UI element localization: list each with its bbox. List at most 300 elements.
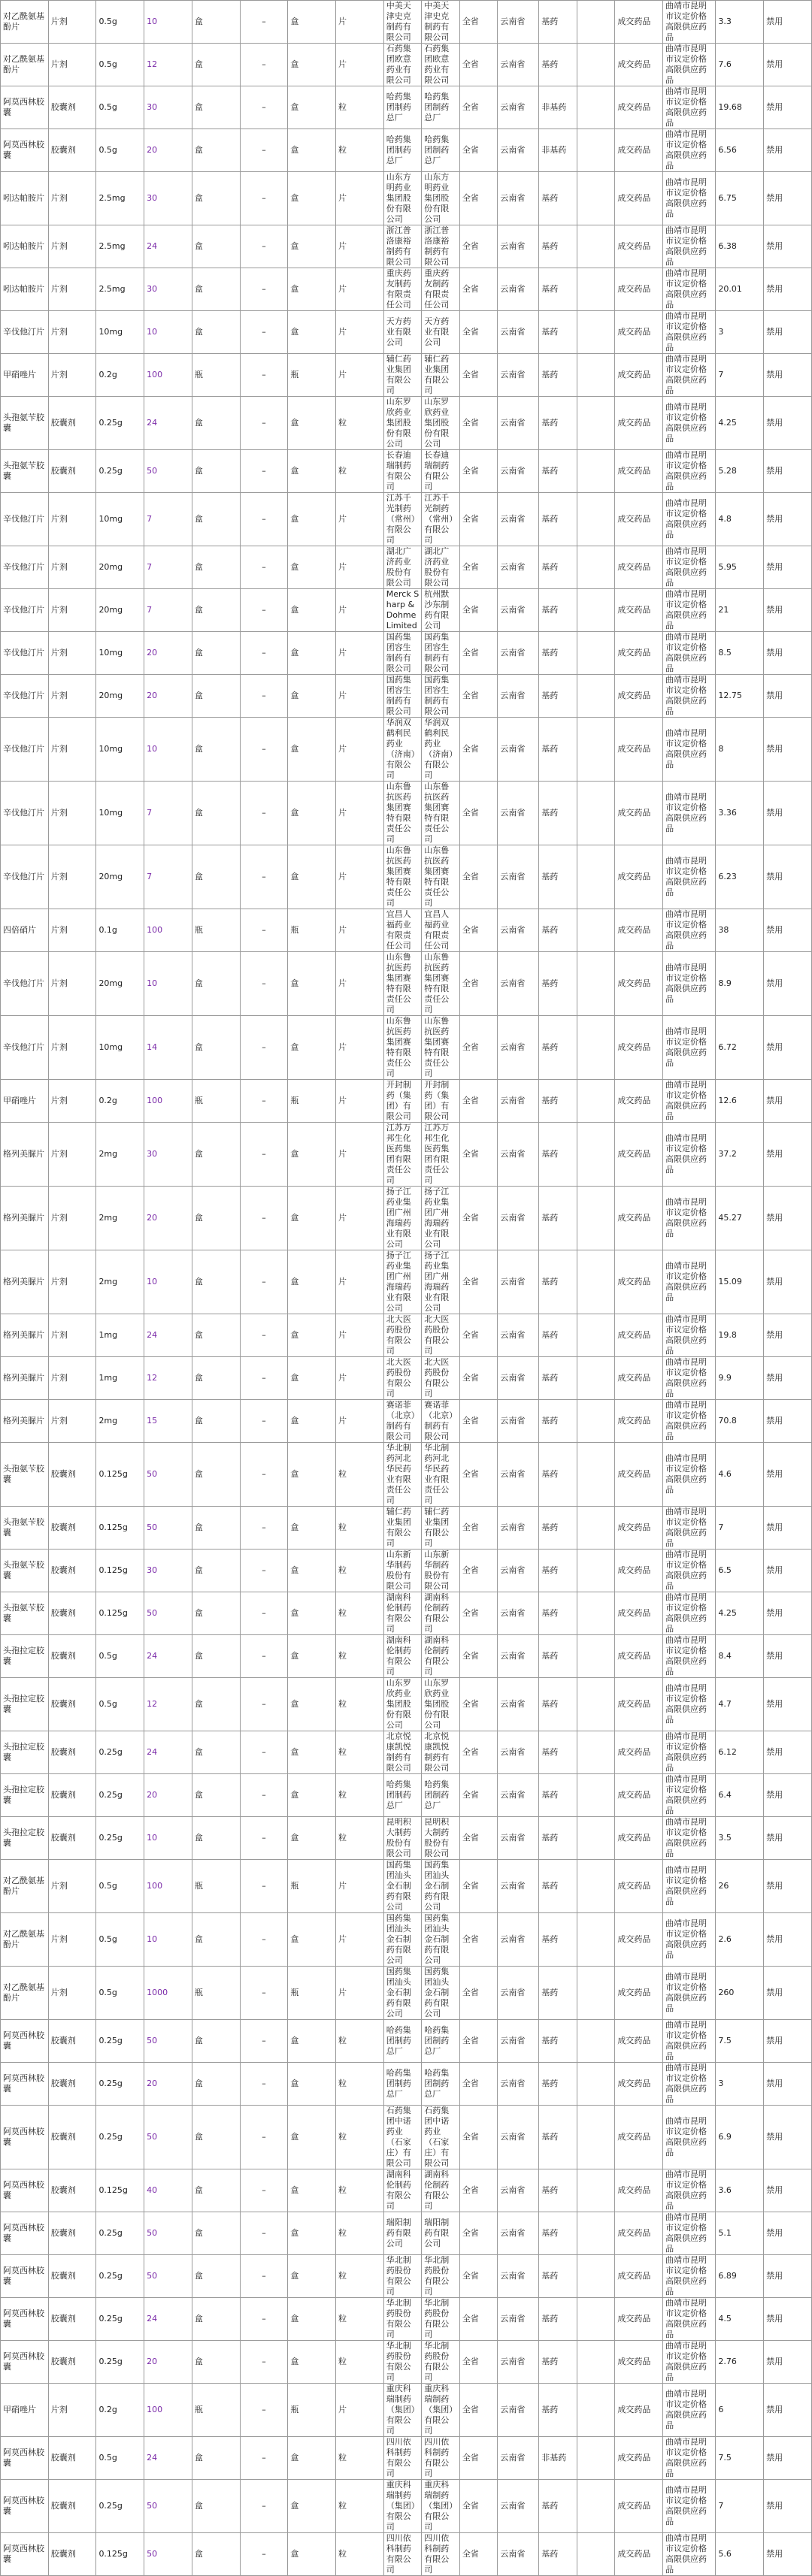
cell-dosage-form: 片剂 bbox=[48, 718, 96, 782]
cell-price: 2.76 bbox=[716, 2341, 764, 2384]
cell-price-region: 曲靖市昆明市议定价格高限供应药品 bbox=[663, 1635, 716, 1678]
cell-drug-name: 辛伐他汀片 bbox=[1, 632, 49, 675]
cell-province: 云南省 bbox=[498, 909, 539, 952]
cell-min-unit: 盒 bbox=[288, 2020, 336, 2063]
cell-marketing-holder: 哈药集团制药总厂 bbox=[422, 1774, 460, 1817]
cell-price-region: 曲靖市昆明市议定价格高限供应药品 bbox=[663, 782, 716, 845]
cell-unit: 粒 bbox=[336, 2169, 384, 2212]
cell-price: 4.25 bbox=[716, 397, 764, 450]
cell-scope: 全省 bbox=[459, 1967, 498, 2020]
cell-manufacturer: 山东鲁抗医药集团赛特有限责任公司 bbox=[383, 845, 422, 909]
cell-price-region: 曲靖市昆明市议定价格高限供应药品 bbox=[663, 1817, 716, 1860]
cell-strength: 0.1g bbox=[96, 909, 144, 952]
cell-dosage-form: 片剂 bbox=[48, 1187, 96, 1250]
cell-unit: 粒 bbox=[336, 2437, 384, 2480]
cell-province: 云南省 bbox=[498, 2341, 539, 2384]
cell-strength: 2mg bbox=[96, 1187, 144, 1250]
cell-drug-name: 四倍硝片 bbox=[1, 909, 49, 952]
cell-restriction: 禁用 bbox=[764, 1731, 812, 1774]
cell-restriction: 禁用 bbox=[764, 1635, 812, 1678]
cell-province: 云南省 bbox=[498, 1123, 539, 1187]
cell-min-unit: 盒 bbox=[288, 675, 336, 718]
cell-dosage-form: 片剂 bbox=[48, 1250, 96, 1314]
cell-drug-name: 头孢氨苄胶囊 bbox=[1, 397, 49, 450]
cell-manufacturer: 华润双鹤利民药业（济南）有限公司 bbox=[383, 718, 422, 782]
cell-strength: 10mg bbox=[96, 1016, 144, 1080]
cell-marketing-holder: 江苏千光制药（常州）有限公司 bbox=[422, 493, 460, 546]
cell-bid-status: 成交药品 bbox=[615, 2212, 663, 2255]
cell-province: 云南省 bbox=[498, 1731, 539, 1774]
cell-manufacturer: 国药集团容生制药有限公司 bbox=[383, 675, 422, 718]
table-row bbox=[1, 845, 812, 909]
cell-pack-qty: 100 bbox=[144, 909, 192, 952]
cell-scope: 全省 bbox=[459, 2106, 498, 2169]
cell-min-unit: 盒 bbox=[288, 311, 336, 354]
cell-pack-unit: 盒 bbox=[192, 44, 240, 86]
cell-dosage-form: 片剂 bbox=[48, 1080, 96, 1123]
cell-pack-qty: 24 bbox=[144, 225, 192, 268]
cell-restriction: 禁用 bbox=[764, 2298, 812, 2341]
cell-scope: 全省 bbox=[459, 1080, 498, 1123]
cell-strength: 0.25g bbox=[96, 2106, 144, 2169]
cell-essential-drug: 非基药 bbox=[539, 129, 577, 172]
cell-price-region: 曲靖市昆明市议定价格高限供应药品 bbox=[663, 1314, 716, 1357]
cell-price-region: 曲靖市昆明市议定价格高限供应药品 bbox=[663, 1550, 716, 1592]
cell-price: 6.89 bbox=[716, 2255, 764, 2298]
cell-marketing-holder: 长春迪瑞制药有限公司 bbox=[422, 450, 460, 493]
cell-scope: 全省 bbox=[459, 1, 498, 44]
cell-price-region: 曲靖市昆明市议定价格高限供应药品 bbox=[663, 2437, 716, 2480]
cell-blank bbox=[577, 2020, 615, 2063]
cell-strength: 0.5g bbox=[96, 1913, 144, 1967]
cell-drug-name: 头孢拉定胶囊 bbox=[1, 1731, 49, 1774]
cell-price: 3.36 bbox=[716, 782, 764, 845]
cell-blank bbox=[577, 2437, 615, 2480]
cell-dosage-form: 片剂 bbox=[48, 675, 96, 718]
cell-province: 云南省 bbox=[498, 1550, 539, 1592]
cell-pack-unit: 盒 bbox=[192, 268, 240, 311]
cell-strength: 2.5mg bbox=[96, 172, 144, 225]
cell-conversion: – bbox=[240, 632, 288, 675]
cell-scope: 全省 bbox=[459, 1550, 498, 1592]
cell-bid-status: 成交药品 bbox=[615, 2384, 663, 2437]
cell-blank bbox=[577, 1507, 615, 1550]
cell-conversion: – bbox=[240, 1860, 288, 1913]
cell-conversion: – bbox=[240, 1443, 288, 1507]
cell-min-unit: 瓶 bbox=[288, 354, 336, 397]
cell-conversion: – bbox=[240, 172, 288, 225]
cell-pack-qty: 30 bbox=[144, 172, 192, 225]
cell-blank bbox=[577, 2341, 615, 2384]
cell-province: 云南省 bbox=[498, 1774, 539, 1817]
cell-dosage-form: 胶囊剂 bbox=[48, 1774, 96, 1817]
cell-strength: 0.125g bbox=[96, 1550, 144, 1592]
cell-bid-status: 成交药品 bbox=[615, 1187, 663, 1250]
cell-pack-qty: 20 bbox=[144, 675, 192, 718]
cell-pack-unit: 盒 bbox=[192, 675, 240, 718]
cell-price-region: 曲靖市昆明市议定价格高限供应药品 bbox=[663, 493, 716, 546]
cell-restriction: 禁用 bbox=[764, 2063, 812, 2106]
table-row bbox=[1, 2106, 812, 2169]
cell-dosage-form: 胶囊剂 bbox=[48, 2020, 96, 2063]
cell-conversion: – bbox=[240, 1817, 288, 1860]
cell-price-region: 曲靖市昆明市议定价格高限供应药品 bbox=[663, 2533, 716, 2576]
cell-marketing-holder: 山东罗欣药业集团股份有限公司 bbox=[422, 1678, 460, 1731]
cell-drug-name: 阿莫西林胶囊 bbox=[1, 2063, 49, 2106]
cell-province: 云南省 bbox=[498, 1913, 539, 1967]
cell-conversion: – bbox=[240, 675, 288, 718]
cell-drug-name: 甲硝唑片 bbox=[1, 354, 49, 397]
cell-scope: 全省 bbox=[459, 493, 498, 546]
cell-conversion: – bbox=[240, 1592, 288, 1635]
cell-blank bbox=[577, 1187, 615, 1250]
cell-conversion: – bbox=[240, 44, 288, 86]
cell-manufacturer: 湖南科伦制药有限公司 bbox=[383, 1635, 422, 1678]
cell-scope: 全省 bbox=[459, 86, 498, 129]
cell-essential-drug: 基药 bbox=[539, 589, 577, 632]
cell-strength: 10mg bbox=[96, 782, 144, 845]
cell-manufacturer: 华北制药河北华民药业有限责任公司 bbox=[383, 1443, 422, 1507]
cell-drug-name: 辛伐他汀片 bbox=[1, 675, 49, 718]
cell-restriction: 禁用 bbox=[764, 952, 812, 1016]
cell-conversion: – bbox=[240, 782, 288, 845]
cell-essential-drug: 非基药 bbox=[539, 86, 577, 129]
cell-essential-drug: 基药 bbox=[539, 450, 577, 493]
cell-essential-drug: 基药 bbox=[539, 1635, 577, 1678]
cell-manufacturer: 北大医药股份有限公司 bbox=[383, 1357, 422, 1400]
cell-scope: 全省 bbox=[459, 2169, 498, 2212]
cell-restriction: 禁用 bbox=[764, 1314, 812, 1357]
cell-pack-unit: 盒 bbox=[192, 1187, 240, 1250]
cell-pack-unit: 盒 bbox=[192, 1507, 240, 1550]
cell-conversion: – bbox=[240, 225, 288, 268]
cell-dosage-form: 胶囊剂 bbox=[48, 1678, 96, 1731]
cell-restriction: 禁用 bbox=[764, 1, 812, 44]
cell-strength: 0.25g bbox=[96, 1774, 144, 1817]
cell-pack-unit: 盒 bbox=[192, 1314, 240, 1357]
cell-marketing-holder: 湖南科伦制药有限公司 bbox=[422, 1635, 460, 1678]
cell-unit: 粒 bbox=[336, 2063, 384, 2106]
cell-price-region: 曲靖市昆明市议定价格高限供应药品 bbox=[663, 44, 716, 86]
cell-manufacturer: 哈药集团制药总厂 bbox=[383, 2020, 422, 2063]
cell-dosage-form: 胶囊剂 bbox=[48, 86, 96, 129]
cell-drug-name: 阿莫西林胶囊 bbox=[1, 2533, 49, 2576]
cell-min-unit: 瓶 bbox=[288, 1080, 336, 1123]
cell-min-unit: 盒 bbox=[288, 1250, 336, 1314]
cell-marketing-holder: 天方药业有限公司 bbox=[422, 311, 460, 354]
cell-manufacturer: 华北制药股份有限公司 bbox=[383, 2255, 422, 2298]
cell-min-unit: 盒 bbox=[288, 1635, 336, 1678]
table-row bbox=[1, 1314, 812, 1357]
cell-scope: 全省 bbox=[459, 1357, 498, 1400]
cell-conversion: – bbox=[240, 129, 288, 172]
cell-price-region: 曲靖市昆明市议定价格高限供应药品 bbox=[663, 1357, 716, 1400]
cell-price: 20.01 bbox=[716, 268, 764, 311]
cell-manufacturer: 宜昌人福药业有限责任公司 bbox=[383, 909, 422, 952]
cell-restriction: 禁用 bbox=[764, 86, 812, 129]
cell-price-region: 曲靖市昆明市议定价格高限供应药品 bbox=[663, 1, 716, 44]
table-row bbox=[1, 129, 812, 172]
cell-dosage-form: 胶囊剂 bbox=[48, 1550, 96, 1592]
cell-drug-name: 对乙酰氨基酚片 bbox=[1, 1913, 49, 1967]
cell-bid-status: 成交药品 bbox=[615, 86, 663, 129]
cell-pack-unit: 盒 bbox=[192, 1123, 240, 1187]
cell-pack-qty: 100 bbox=[144, 2384, 192, 2437]
cell-manufacturer: 天方药业有限公司 bbox=[383, 311, 422, 354]
cell-pack-qty: 7 bbox=[144, 493, 192, 546]
cell-drug-name: 头孢拉定胶囊 bbox=[1, 1635, 49, 1678]
cell-price: 6.12 bbox=[716, 1731, 764, 1774]
cell-essential-drug: 基药 bbox=[539, 1967, 577, 2020]
cell-pack-qty: 10 bbox=[144, 1817, 192, 1860]
cell-pack-qty: 10 bbox=[144, 311, 192, 354]
cell-conversion: – bbox=[240, 2298, 288, 2341]
cell-scope: 全省 bbox=[459, 2341, 498, 2384]
cell-conversion: – bbox=[240, 1913, 288, 1967]
cell-bid-status: 成交药品 bbox=[615, 1250, 663, 1314]
cell-essential-drug: 基药 bbox=[539, 2255, 577, 2298]
cell-strength: 0.25g bbox=[96, 2212, 144, 2255]
cell-province: 云南省 bbox=[498, 1400, 539, 1443]
cell-drug-name: 对乙酰氨基酚片 bbox=[1, 44, 49, 86]
cell-restriction: 禁用 bbox=[764, 2533, 812, 2576]
cell-strength: 10mg bbox=[96, 493, 144, 546]
cell-strength: 0.5g bbox=[96, 1678, 144, 1731]
cell-dosage-form: 片剂 bbox=[48, 44, 96, 86]
cell-price-region: 曲靖市昆明市议定价格高限供应药品 bbox=[663, 1592, 716, 1635]
cell-province: 云南省 bbox=[498, 225, 539, 268]
cell-drug-name: 头孢氨苄胶囊 bbox=[1, 1592, 49, 1635]
cell-dosage-form: 片剂 bbox=[48, 1860, 96, 1913]
cell-price: 5.6 bbox=[716, 2533, 764, 2576]
cell-price-region: 曲靖市昆明市议定价格高限供应药品 bbox=[663, 1967, 716, 2020]
cell-bid-status: 成交药品 bbox=[615, 546, 663, 589]
cell-strength: 1mg bbox=[96, 1314, 144, 1357]
cell-blank bbox=[577, 1817, 615, 1860]
cell-drug-name: 格列美脲片 bbox=[1, 1123, 49, 1187]
cell-province: 云南省 bbox=[498, 2106, 539, 2169]
cell-bid-status: 成交药品 bbox=[615, 44, 663, 86]
cell-province: 云南省 bbox=[498, 2212, 539, 2255]
cell-price-region: 曲靖市昆明市议定价格高限供应药品 bbox=[663, 1400, 716, 1443]
cell-bid-status: 成交药品 bbox=[615, 782, 663, 845]
cell-blank bbox=[577, 1016, 615, 1080]
cell-scope: 全省 bbox=[459, 1443, 498, 1507]
cell-price: 19.8 bbox=[716, 1314, 764, 1357]
cell-marketing-holder: 石药集团中诺药业（石家庄）有限公司 bbox=[422, 2106, 460, 2169]
cell-pack-qty: 7 bbox=[144, 782, 192, 845]
cell-dosage-form: 胶囊剂 bbox=[48, 2255, 96, 2298]
cell-blank bbox=[577, 1400, 615, 1443]
cell-pack-unit: 盒 bbox=[192, 1357, 240, 1400]
table-row bbox=[1, 493, 812, 546]
cell-pack-unit: 盒 bbox=[192, 225, 240, 268]
cell-marketing-holder: 湖南科伦制药有限公司 bbox=[422, 2169, 460, 2212]
cell-pack-qty: 20 bbox=[144, 632, 192, 675]
cell-province: 云南省 bbox=[498, 675, 539, 718]
cell-drug-name: 甲硝唑片 bbox=[1, 2384, 49, 2437]
cell-strength: 0.25g bbox=[96, 397, 144, 450]
cell-dosage-form: 胶囊剂 bbox=[48, 2106, 96, 2169]
cell-marketing-holder: 国药集团容生制药有限公司 bbox=[422, 632, 460, 675]
cell-price: 7.5 bbox=[716, 2020, 764, 2063]
cell-pack-unit: 盒 bbox=[192, 2298, 240, 2341]
cell-drug-name: 辛伐他汀片 bbox=[1, 589, 49, 632]
cell-price-region: 曲靖市昆明市议定价格高限供应药品 bbox=[663, 1774, 716, 1817]
cell-scope: 全省 bbox=[459, 718, 498, 782]
cell-scope: 全省 bbox=[459, 1913, 498, 1967]
cell-min-unit: 盒 bbox=[288, 44, 336, 86]
cell-essential-drug: 基药 bbox=[539, 1187, 577, 1250]
cell-scope: 全省 bbox=[459, 44, 498, 86]
cell-essential-drug: 基药 bbox=[539, 354, 577, 397]
cell-manufacturer: 哈药集团制药总厂 bbox=[383, 129, 422, 172]
cell-strength: 2mg bbox=[96, 1250, 144, 1314]
cell-dosage-form: 片剂 bbox=[48, 909, 96, 952]
cell-bid-status: 成交药品 bbox=[615, 1123, 663, 1187]
cell-province: 云南省 bbox=[498, 718, 539, 782]
cell-dosage-form: 片剂 bbox=[48, 589, 96, 632]
cell-unit: 粒 bbox=[336, 1592, 384, 1635]
cell-essential-drug: 基药 bbox=[539, 1860, 577, 1913]
cell-manufacturer: 山东鲁抗医药集团赛特有限责任公司 bbox=[383, 1016, 422, 1080]
cell-unit: 片 bbox=[336, 632, 384, 675]
cell-conversion: – bbox=[240, 2384, 288, 2437]
cell-min-unit: 盒 bbox=[288, 1123, 336, 1187]
cell-restriction: 禁用 bbox=[764, 1913, 812, 1967]
cell-marketing-holder: 重庆科瑞制药（集团）有限公司 bbox=[422, 2480, 460, 2533]
cell-bid-status: 成交药品 bbox=[615, 845, 663, 909]
cell-conversion: – bbox=[240, 2106, 288, 2169]
cell-province: 云南省 bbox=[498, 44, 539, 86]
table-row bbox=[1, 952, 812, 1016]
cell-pack-qty: 12 bbox=[144, 44, 192, 86]
cell-unit: 片 bbox=[336, 845, 384, 909]
cell-essential-drug: 基药 bbox=[539, 2480, 577, 2533]
cell-min-unit: 瓶 bbox=[288, 909, 336, 952]
cell-marketing-holder: 山东方明药业集团股份有限公司 bbox=[422, 172, 460, 225]
cell-pack-unit: 瓶 bbox=[192, 354, 240, 397]
cell-marketing-holder: 中美天津史克制药有限公司 bbox=[422, 1, 460, 44]
cell-min-unit: 盒 bbox=[288, 1550, 336, 1592]
cell-essential-drug: 基药 bbox=[539, 1016, 577, 1080]
cell-dosage-form: 片剂 bbox=[48, 1400, 96, 1443]
cell-drug-name: 对乙酰氨基酚片 bbox=[1, 1967, 49, 2020]
cell-restriction: 禁用 bbox=[764, 2106, 812, 2169]
cell-blank bbox=[577, 782, 615, 845]
cell-scope: 全省 bbox=[459, 2533, 498, 2576]
cell-marketing-holder: 哈药集团制药总厂 bbox=[422, 2020, 460, 2063]
cell-unit: 片 bbox=[336, 1314, 384, 1357]
cell-manufacturer: 赛诺菲（北京）制药有限公司 bbox=[383, 1400, 422, 1443]
cell-dosage-form: 胶囊剂 bbox=[48, 397, 96, 450]
cell-province: 云南省 bbox=[498, 1635, 539, 1678]
cell-strength: 10mg bbox=[96, 311, 144, 354]
cell-manufacturer: 华北制药股份有限公司 bbox=[383, 2298, 422, 2341]
cell-province: 云南省 bbox=[498, 2063, 539, 2106]
cell-conversion: – bbox=[240, 1357, 288, 1400]
cell-price-region: 曲靖市昆明市议定价格高限供应药品 bbox=[663, 2480, 716, 2533]
cell-strength: 0.25g bbox=[96, 2020, 144, 2063]
cell-strength: 20mg bbox=[96, 589, 144, 632]
cell-scope: 全省 bbox=[459, 782, 498, 845]
cell-scope: 全省 bbox=[459, 1123, 498, 1187]
cell-unit: 粒 bbox=[336, 2212, 384, 2255]
cell-blank bbox=[577, 2169, 615, 2212]
cell-strength: 2.5mg bbox=[96, 225, 144, 268]
cell-price: 12.75 bbox=[716, 675, 764, 718]
cell-unit: 片 bbox=[336, 493, 384, 546]
cell-dosage-form: 胶囊剂 bbox=[48, 2533, 96, 2576]
cell-price-region: 曲靖市昆明市议定价格高限供应药品 bbox=[663, 1860, 716, 1913]
cell-price: 21 bbox=[716, 589, 764, 632]
cell-province: 云南省 bbox=[498, 952, 539, 1016]
cell-pack-unit: 盒 bbox=[192, 1443, 240, 1507]
cell-province: 云南省 bbox=[498, 2298, 539, 2341]
table-row bbox=[1, 1774, 812, 1817]
cell-bid-status: 成交药品 bbox=[615, 1507, 663, 1550]
cell-restriction: 禁用 bbox=[764, 1016, 812, 1080]
table-row bbox=[1, 2063, 812, 2106]
cell-conversion: – bbox=[240, 1080, 288, 1123]
cell-scope: 全省 bbox=[459, 1860, 498, 1913]
cell-province: 云南省 bbox=[498, 2384, 539, 2437]
cell-restriction: 禁用 bbox=[764, 268, 812, 311]
cell-manufacturer: 湖南科伦制药有限公司 bbox=[383, 1592, 422, 1635]
cell-strength: 0.2g bbox=[96, 1080, 144, 1123]
cell-unit: 片 bbox=[336, 1250, 384, 1314]
cell-marketing-holder: 山东鲁抗医药集团赛特有限责任公司 bbox=[422, 782, 460, 845]
table-row bbox=[1, 2480, 812, 2533]
cell-min-unit: 盒 bbox=[288, 2106, 336, 2169]
cell-price: 6 bbox=[716, 2384, 764, 2437]
cell-essential-drug: 基药 bbox=[539, 44, 577, 86]
cell-min-unit: 盒 bbox=[288, 782, 336, 845]
cell-essential-drug: 基药 bbox=[539, 718, 577, 782]
cell-pack-unit: 盒 bbox=[192, 546, 240, 589]
table-row bbox=[1, 718, 812, 782]
cell-blank bbox=[577, 1731, 615, 1774]
cell-strength: 20mg bbox=[96, 546, 144, 589]
cell-marketing-holder: 山东鲁抗医药集团赛特有限责任公司 bbox=[422, 845, 460, 909]
cell-scope: 全省 bbox=[459, 845, 498, 909]
cell-restriction: 禁用 bbox=[764, 2437, 812, 2480]
cell-bid-status: 成交药品 bbox=[615, 1016, 663, 1080]
cell-bid-status: 成交药品 bbox=[615, 1967, 663, 2020]
cell-conversion: – bbox=[240, 1, 288, 44]
cell-marketing-holder: 国药集团汕头金石制药有限公司 bbox=[422, 1860, 460, 1913]
table-row bbox=[1, 1592, 812, 1635]
cell-drug-name: 阿莫西林胶囊 bbox=[1, 2020, 49, 2063]
cell-blank bbox=[577, 546, 615, 589]
cell-pack-qty: 14 bbox=[144, 1016, 192, 1080]
cell-blank bbox=[577, 1860, 615, 1913]
cell-bid-status: 成交药品 bbox=[615, 1678, 663, 1731]
cell-marketing-holder: 华北制药股份有限公司 bbox=[422, 2341, 460, 2384]
cell-price-region: 曲靖市昆明市议定价格高限供应药品 bbox=[663, 546, 716, 589]
table-row bbox=[1, 1817, 812, 1860]
cell-marketing-holder: 山东鲁抗医药集团赛特有限责任公司 bbox=[422, 1016, 460, 1080]
cell-province: 云南省 bbox=[498, 2020, 539, 2063]
cell-dosage-form: 胶囊剂 bbox=[48, 2212, 96, 2255]
cell-restriction: 禁用 bbox=[764, 675, 812, 718]
cell-province: 云南省 bbox=[498, 782, 539, 845]
cell-manufacturer: 辅仁药业集团有限公司 bbox=[383, 354, 422, 397]
cell-restriction: 禁用 bbox=[764, 2480, 812, 2533]
cell-blank bbox=[577, 845, 615, 909]
cell-min-unit: 盒 bbox=[288, 172, 336, 225]
cell-min-unit: 盒 bbox=[288, 2212, 336, 2255]
